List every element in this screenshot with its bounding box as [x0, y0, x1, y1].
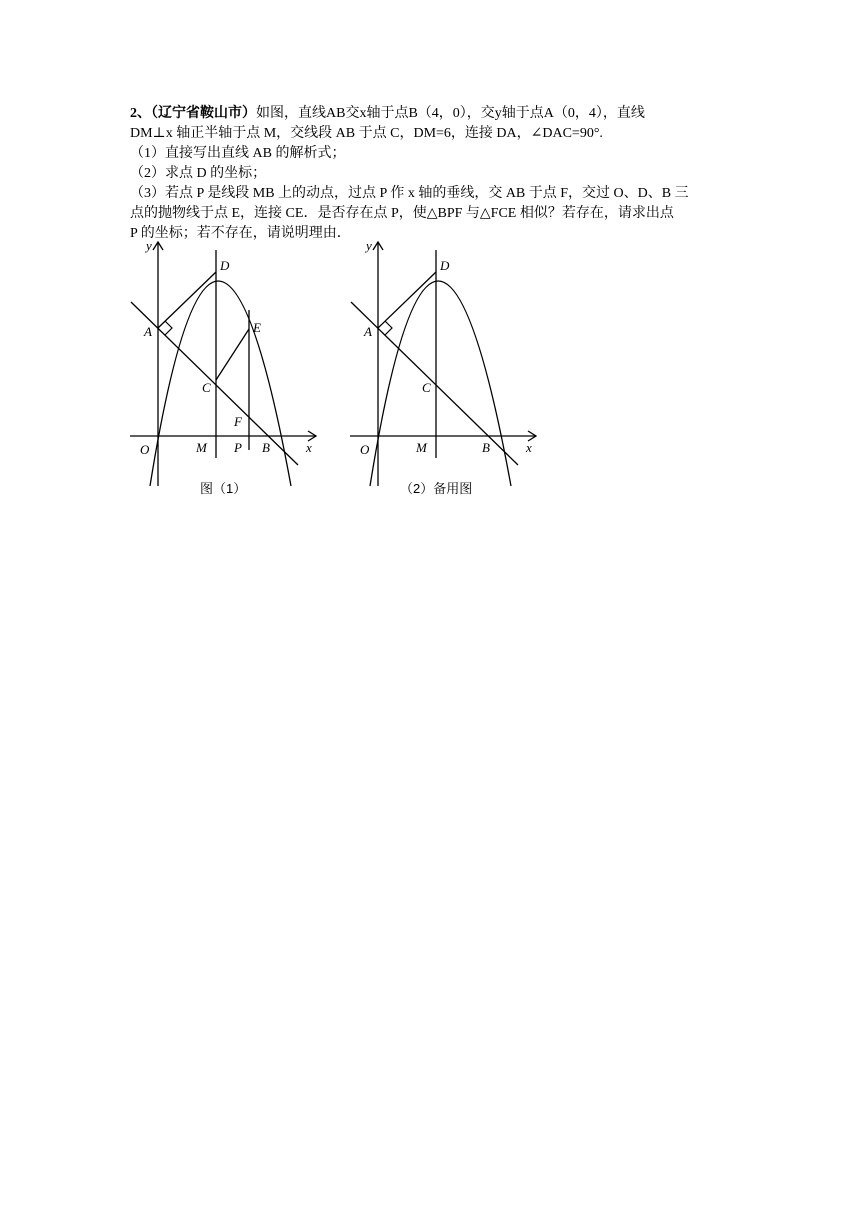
label-c: C — [422, 380, 431, 395]
label-x: x — [306, 440, 312, 455]
label-a: A — [144, 324, 152, 339]
label-m: M — [196, 440, 207, 455]
label-d: D — [440, 258, 450, 273]
right-angle-marker — [385, 321, 392, 335]
question-1: （1）直接写出直线 AB 的解析式； — [130, 146, 346, 161]
line-ab — [351, 302, 518, 465]
line-ab — [131, 302, 298, 465]
segment-da — [378, 272, 436, 328]
parabola — [370, 281, 511, 486]
right-angle-marker — [165, 321, 172, 335]
segment-da — [158, 272, 216, 328]
label-a: A — [364, 324, 372, 339]
label-m: M — [416, 440, 427, 455]
label-p: P — [234, 440, 242, 455]
problem-number-source: 2、（辽宁省鞍山市） — [130, 106, 256, 121]
label-d: D — [220, 258, 230, 273]
figure-1-diagram — [128, 236, 328, 476]
problem-line-2: DM⊥x 轴正半轴于点 M，交线段 AB 于点 C，DM=6，连接 DA，∠DAC=90°. — [130, 126, 603, 141]
question-2: （2）求点 D 的坐标； — [130, 166, 267, 181]
label-o: O — [140, 442, 150, 457]
question-3-line-3: P 的坐标；若不存在，请说明理由． — [130, 226, 351, 241]
figure-1-caption: 图（1） — [200, 481, 247, 496]
question-3-line-1: （3）若点 P 是线段 MB 上的动点，过点 P 作 x 轴的垂线，交 AB 于点 F，交过 O、D、B 三 — [130, 186, 689, 201]
problem-stem-1: 如图，直线AB交x轴于点B（4，0），交y轴于点A（0，4），直线 — [256, 106, 645, 121]
label-y: y — [146, 238, 152, 253]
question-3-line-2: 点的抛物线于点 E，连接 CE．是否存在点 P，使△BPF 与△FCE 相似？若存在，请求出点 — [130, 206, 674, 221]
figure-2-diagram — [348, 236, 548, 476]
label-x: x — [526, 440, 532, 455]
segment-ce — [216, 329, 249, 380]
label-o: O — [360, 442, 370, 457]
problem-text — [130, 104, 740, 244]
label-f: F — [234, 414, 242, 429]
label-b: B — [262, 440, 270, 455]
figure-2-caption: （2）备用图 — [400, 481, 473, 496]
parabola — [150, 281, 291, 486]
label-e: E — [253, 320, 261, 335]
label-y: y — [366, 238, 372, 253]
problem-line-1 — [130, 104, 740, 124]
figure-1 — [128, 236, 328, 476]
label-b: B — [482, 440, 490, 455]
figure-2 — [348, 236, 548, 476]
label-c: C — [202, 380, 211, 395]
